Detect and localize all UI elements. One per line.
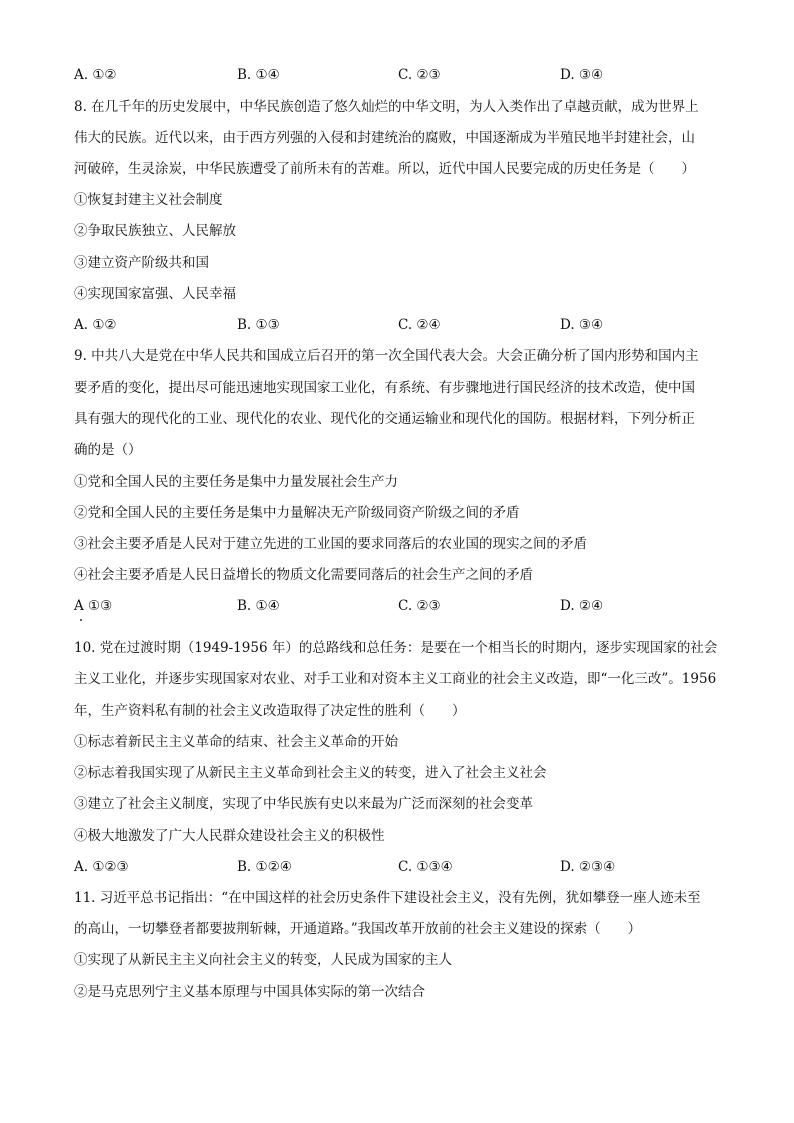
q10-option-b[interactable]: B. ①②④ (237, 859, 292, 875)
q8-item: ②争取民族独立、人民解放 (74, 223, 236, 239)
q9-item: ②党和全国人民的主要任务是集中力量解决无产阶级同资产阶级之间的矛盾 (74, 505, 520, 521)
q11-item: ①实现了从新民主主义向社会主义的转变，人民成为国家的主人 (74, 952, 452, 968)
q8-option-a[interactable]: A. ①② (74, 317, 117, 333)
q10-item: ②标志着我国实现了从新民主主义革命到社会主义的转变，进入了社会主义社会 (74, 765, 547, 781)
q10-option-a[interactable]: A. ①②③ (74, 859, 129, 875)
q11-item: ②是马克思列宁主义基本原理与中国具体实际的第一次结合 (74, 984, 425, 1000)
q11-stem-line: 的高山，一切攀登者都要披荆斩棘，开通道路。”我国改革开放前的社会主义建设的探索（ ） (74, 921, 642, 937)
q7-option-a[interactable]: A. ①② (74, 67, 117, 83)
q9-option-c[interactable]: C. ②③ (398, 598, 441, 614)
q9-stem-line: 确的是（） (74, 442, 142, 458)
q8-option-d[interactable]: D. ③④ (560, 317, 604, 333)
q10-stem-line: 年，生产资料私有制的社会主义改造取得了决定性的胜利（ ） (74, 703, 466, 719)
q9-options (74, 597, 734, 615)
q7-option-b[interactable]: B. ①④ (237, 67, 280, 83)
q7-option-d[interactable]: D. ③④ (560, 67, 604, 83)
q9-stem-line: 具有强大的现代化的工业、现代化的农业、现代化的交通运输业和现代化的国防。根据材料，下列分析正 (74, 411, 695, 427)
q8-item: ③建立资产阶级共和国 (74, 255, 209, 271)
q10-item: ①标志着新民主主义革命的结束、社会主义革命的开始 (74, 734, 398, 750)
q9-item: ④社会主要矛盾是人民日益增长的物质文化需要同落后的社会生产之间的矛盾 (74, 567, 533, 583)
q8-stem-line: 8. 在几千年的历史发展中，中华民族创造了悠久灿烂的中华文明，为人入类作出了卓越贡献，成为世界上 (74, 99, 699, 115)
q8-stem-line: 伟大的民族。近代以来，由于西方列强的入侵和封建统治的腐败，中国逐渐成为半殖民地半封建社会，山 (74, 130, 695, 146)
q10-item: ④极大地激发了广大人民群众建设社会主义的积极性 (74, 828, 385, 844)
q9-item: ①党和全国人民的主要任务是集中力量发展社会生产力 (74, 474, 398, 490)
q10-option-d[interactable]: D. ②③④ (560, 859, 616, 875)
q9-option-d[interactable]: D. ②④ (560, 598, 604, 614)
q11-stem-line: 11. 习近平总书记指出：“在中国这样的社会历史条件下建设社会主义，没有先例，犹如攀登一座人迹未至 (74, 890, 701, 906)
q10-item: ③建立了社会主义制度，实现了中华民族有史以来最为广泛而深刻的社会变革 (74, 796, 533, 812)
q9-stem-line: 9. 中共八大是党在中华人民共和国成立后召开的第一次全国代表大会。大会正确分析了国内形势和国内主 (74, 348, 699, 364)
q10-options (74, 858, 734, 876)
q8-option-b[interactable]: B. ①③ (237, 317, 280, 333)
q8-stem-line: 河破碎，生灵涂炭，中华民族遭受了前所未有的苦难。所以，近代中国人民要完成的历史任务是（ ） (74, 161, 695, 177)
q9-option-b[interactable]: B. ①④ (237, 598, 280, 614)
q9-option-a[interactable]: A ①③ (74, 598, 113, 614)
q8-item: ①恢复封建主义社会制度 (74, 192, 223, 208)
q8-item: ④实现国家富强、人民幸福 (74, 286, 236, 302)
q8-options (74, 316, 734, 334)
q9-item: ③社会主要矛盾是人民对于建立先进的工业国的要求同落后的农业国的现实之间的矛盾 (74, 536, 587, 552)
q10-stem-line: 10. 党在过渡时期（1949-1956 年）的总路线和总任务：是要在一个相当长的时期内，逐步实现国家的社会 (74, 640, 718, 656)
q7-option-c[interactable]: C. ②③ (398, 67, 441, 83)
q10-stem-line: 主义工业化，并逐步实现国家对农业、对手工业和对资本主义工商业的社会主义改造，即“一化三改”。1956 (74, 671, 717, 687)
q10-option-c[interactable]: C. ①③④ (398, 859, 453, 875)
q7-options (74, 66, 734, 84)
q9-stem-line: 要矛盾的变化，提出尽可能迅速地实现国家工业化，有系统、有步骤地进行国民经济的技术改造，使中国 (74, 380, 695, 396)
q8-option-c[interactable]: C. ②④ (398, 317, 441, 333)
stray-mark (80, 619, 82, 621)
